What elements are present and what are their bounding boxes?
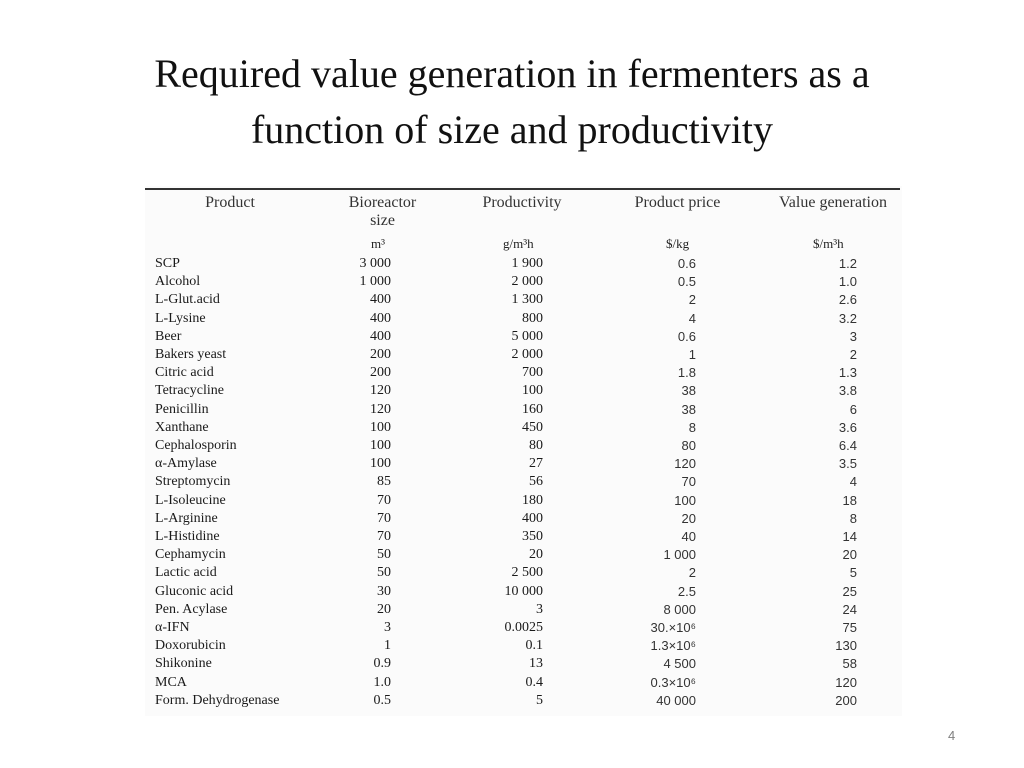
cell-size: 400 <box>370 310 391 326</box>
cell-price: 38 <box>681 401 696 417</box>
cell-product: Cephalosporin <box>155 438 237 453</box>
cell-productivity: 27 <box>529 456 543 472</box>
cell-price: 0.6 <box>677 328 696 344</box>
cell-size: 100 <box>370 419 391 435</box>
cell-size: 400 <box>370 292 391 308</box>
cell-productivity: 700 <box>522 365 543 381</box>
cell-value: 3 <box>849 328 857 344</box>
cell-productivity: 1 900 <box>511 256 543 271</box>
cell-productivity: 160 <box>522 401 543 417</box>
cell-value: 3.2 <box>838 310 857 326</box>
cell-productivity: 0.4 <box>525 674 543 690</box>
cell-productivity: 0.0025 <box>504 620 543 635</box>
page-number: 4 <box>948 728 956 743</box>
cell-product: Lactic acid <box>155 565 217 581</box>
cell-size: 100 <box>370 438 391 453</box>
cell-product: Cephamycin <box>155 547 226 563</box>
cell-productivity: 180 <box>522 492 543 508</box>
cell-product: Xanthane <box>155 419 209 435</box>
cell-product: L-Isoleucine <box>155 492 226 508</box>
cell-value: 58 <box>842 656 857 672</box>
cell-price: 2.5 <box>677 583 696 599</box>
cell-value: 5 <box>849 565 857 581</box>
cell-product: Pen. Acylase <box>155 601 228 617</box>
cell-productivity: 1 300 <box>511 292 543 308</box>
cell-price: 8 <box>688 419 696 435</box>
cell-productivity: 13 <box>529 656 543 672</box>
cell-size: 50 <box>377 565 391 581</box>
cell-size: 120 <box>370 401 391 417</box>
cell-value: 4 <box>849 474 857 490</box>
slide-title-line-1: Required value generation in fermenters as a <box>154 51 870 96</box>
cell-price: 38 <box>681 383 696 399</box>
cell-price: 0.6 <box>677 256 696 271</box>
cell-product: α-IFN <box>155 620 190 635</box>
cell-value: 200 <box>835 692 857 708</box>
cell-productivity: 2 000 <box>511 347 543 362</box>
cell-product: Beer <box>155 328 182 344</box>
cell-size: 200 <box>370 347 391 362</box>
cell-size: 200 <box>370 365 391 381</box>
cell-product: Tetracycline <box>155 383 224 399</box>
header-product-price: Product price <box>634 194 721 211</box>
unit-bioreactor-size: m³ <box>371 236 386 251</box>
cell-value: 25 <box>842 583 857 599</box>
cell-product: Gluconic acid <box>155 583 234 599</box>
cell-value: 8 <box>849 510 857 526</box>
cell-size: 120 <box>370 383 391 399</box>
header-bioreactor-size: Bioreactor size <box>348 194 417 229</box>
cell-size: 3 <box>384 620 391 635</box>
cell-value: 75 <box>842 620 857 635</box>
unit-productivity: g/m³h <box>503 236 534 251</box>
cell-product: MCA <box>155 674 187 690</box>
fermenter-value-table <box>145 186 902 716</box>
cell-productivity: 10 000 <box>504 583 543 599</box>
cell-productivity: 5 000 <box>511 328 543 344</box>
cell-value: 1.2 <box>838 256 857 271</box>
cell-value: 3.5 <box>838 456 857 472</box>
cell-size: 0.5 <box>373 692 391 708</box>
cell-product: Penicillin <box>155 401 209 417</box>
cell-size: 85 <box>377 474 391 490</box>
cell-price: 80 <box>681 438 696 453</box>
unit-value-generation: $/m³h <box>813 236 844 251</box>
cell-price: 20 <box>681 510 696 526</box>
cell-price: 2 <box>688 292 696 308</box>
unit-product-price: $/kg <box>666 236 690 251</box>
cell-product: L-Lysine <box>155 310 206 326</box>
cell-size: 100 <box>370 456 391 472</box>
cell-price: 40 000 <box>656 692 696 708</box>
cell-size: 400 <box>370 328 391 344</box>
cell-productivity: 100 <box>522 383 543 399</box>
cell-product: SCP <box>155 256 180 271</box>
cell-price: 4 500 <box>663 656 696 672</box>
cell-productivity: 800 <box>522 310 543 326</box>
cell-size: 0.9 <box>373 656 391 672</box>
cell-price: 2 <box>688 565 696 581</box>
cell-value: 6.4 <box>838 438 857 453</box>
header-product: Product <box>205 194 255 211</box>
cell-price: 120 <box>674 456 696 472</box>
cell-value: 6 <box>849 401 857 417</box>
cell-product: α-Amylase <box>155 456 217 472</box>
cell-value: 3.6 <box>838 419 857 435</box>
cell-product: Doxorubicin <box>155 638 226 654</box>
cell-size: 3 000 <box>359 256 391 271</box>
cell-product: Form. Dehydrogenase <box>155 692 280 708</box>
cell-value: 1.3 <box>838 365 857 381</box>
cell-size: 20 <box>377 601 391 617</box>
cell-productivity: 450 <box>522 419 543 435</box>
cell-productivity: 350 <box>522 529 543 544</box>
cell-value: 3.8 <box>838 383 857 399</box>
cell-price: 0.5 <box>677 274 696 290</box>
header-productivity: Productivity <box>482 194 562 211</box>
cell-price: 4 <box>688 310 696 326</box>
cell-productivity: 2 000 <box>511 274 543 290</box>
cell-productivity: 20 <box>529 547 543 563</box>
cell-price: 30.×10⁶ <box>650 620 696 635</box>
cell-price: 40 <box>681 529 696 544</box>
slide-title <box>0 46 1024 158</box>
cell-productivity: 5 <box>536 692 543 708</box>
cell-size: 50 <box>377 547 391 563</box>
cell-size: 70 <box>377 510 391 526</box>
cell-size: 1.0 <box>373 674 391 690</box>
cell-value: 14 <box>842 529 857 544</box>
cell-product: L-Arginine <box>155 510 218 526</box>
cell-productivity: 400 <box>522 510 543 526</box>
cell-value: 130 <box>835 638 857 654</box>
cell-productivity: 56 <box>529 474 543 490</box>
cell-price: 100 <box>674 492 696 508</box>
cell-value: 1.0 <box>838 274 857 290</box>
cell-size: 70 <box>377 529 391 544</box>
cell-value: 18 <box>842 492 857 508</box>
cell-price: 70 <box>681 474 696 490</box>
cell-productivity: 80 <box>529 438 543 453</box>
cell-price: 8 000 <box>663 601 696 617</box>
table-top-rule <box>145 188 900 190</box>
cell-value: 20 <box>842 547 857 563</box>
slide-title-line-2: function of size and productivity <box>250 107 774 152</box>
cell-productivity: 3 <box>536 601 543 617</box>
cell-product: L-Histidine <box>155 529 220 544</box>
cell-product: L-Glut.acid <box>155 292 220 308</box>
cell-value: 2.6 <box>838 292 857 308</box>
cell-product: Alcohol <box>155 274 201 290</box>
cell-value: 2 <box>849 347 857 362</box>
cell-product: Bakers yeast <box>155 347 227 362</box>
cell-price: 1 <box>688 347 696 362</box>
cell-product: Shikonine <box>155 656 212 672</box>
cell-price: 0.3×10⁶ <box>650 674 696 690</box>
cell-value: 24 <box>842 601 857 617</box>
cell-price: 1 000 <box>663 547 696 563</box>
cell-product: Streptomycin <box>155 474 231 490</box>
header-value-generation: Value generation <box>779 194 887 211</box>
cell-productivity: 0.1 <box>525 638 543 654</box>
cell-size: 30 <box>377 583 391 599</box>
cell-size: 1 000 <box>359 274 391 290</box>
cell-product: Citric acid <box>155 365 214 381</box>
cell-value: 120 <box>835 674 857 690</box>
cell-size: 1 <box>384 638 391 654</box>
cell-price: 1.3×10⁶ <box>650 638 696 654</box>
cell-price: 1.8 <box>677 365 696 381</box>
cell-size: 70 <box>377 492 391 508</box>
cell-productivity: 2 500 <box>511 565 543 581</box>
